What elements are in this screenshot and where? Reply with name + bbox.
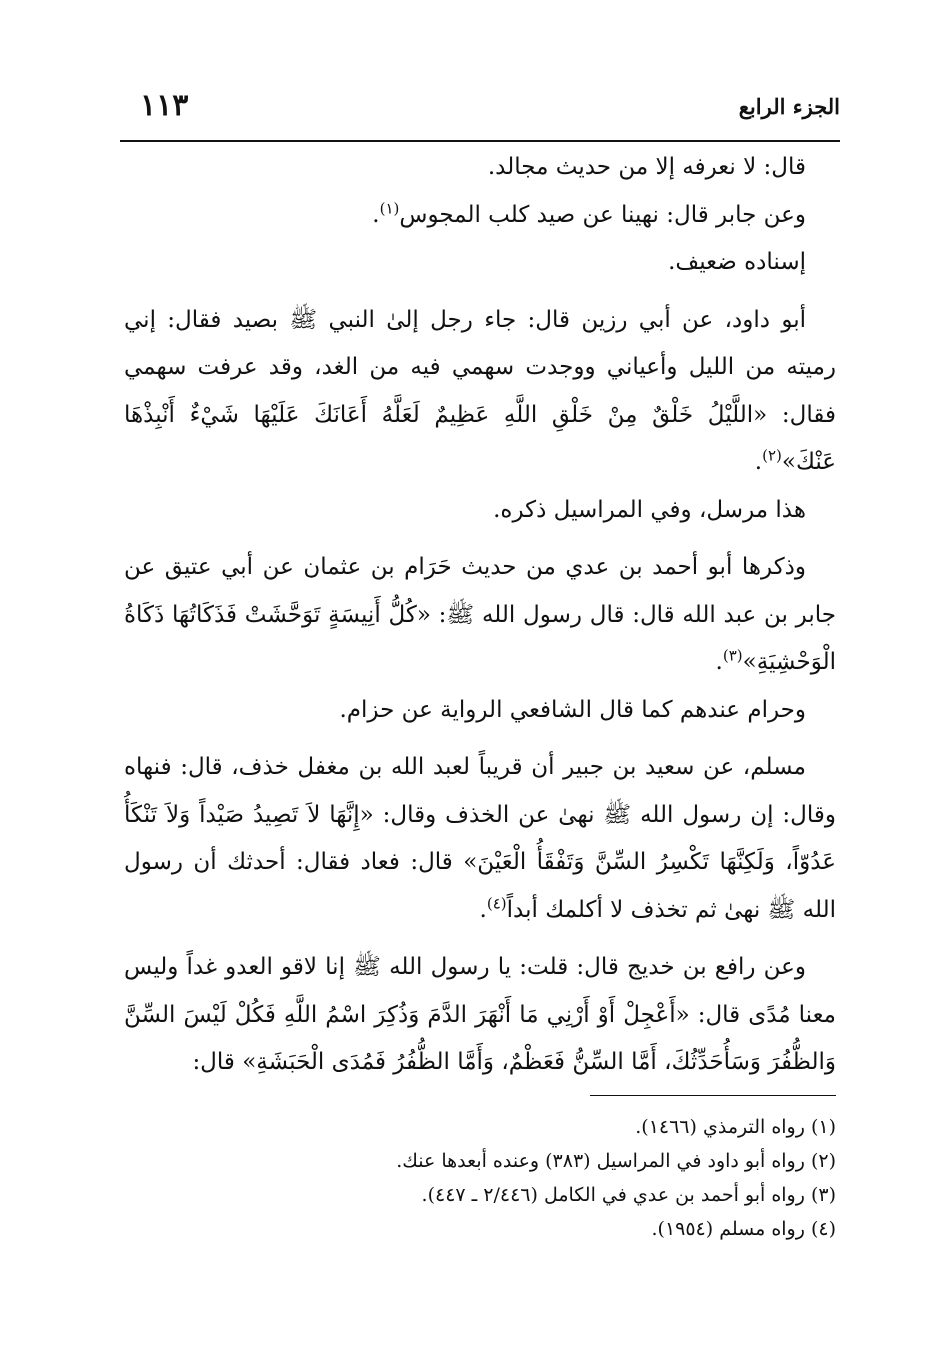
paragraph: مسلم، عن سعيد بن جبير أن قريباً لعبد الله بن مغفل خذف، قال: فنهاه وقال: إن رسول الله ﷺ نهىٰ عن الخذف وقال: «إِنَّهَا لاَ تَصِيدُ صَيْداً وَلاَ تَنْكَأُ عَدُوّاً، وَلَكِنَّهَا تَكْسِرُ السِّنَّ وَتَفْقَأُ الْعَيْنَ» قال: فعاد فقال: أحدثك أن رسول الله ﷺ نهىٰ ثم تخذف لا أكلمك أبداً$^{(٤)}$. [124,754,836,923]
paragraph: إسناده ضعيف. [668,249,806,275]
footnote-ref: (٤) [486,893,507,912]
paragraph: هذا مرسل، وفي المراسيل ذكره. [493,496,806,523]
paragraph: وحرام عندهم كما قال الشافعي الرواية عن حزام. [339,696,806,723]
page-header [120,88,840,132]
running-head: الجزء الرابع [738,94,840,119]
footnote: (٣) رواه أبو أحمد بن عدي في الكامل (٢/٤٤٦ ـ ٤٤٧). [421,1184,836,1206]
footnote-ref: (٣) [722,646,743,665]
footnotes [124,1110,836,1246]
footnote: (٤) رواه مسلم (١٩٥٤). [651,1218,836,1240]
paragraph: وذكرها أبو أحمد بن عدي من حديث حَرَام بن عثمان عن أبي عتيق عن جابر بن عبد الله قال: قال رسول الله ﷺ: «كُلُّ أَنِيسَةٍ تَوَحَّشَتْ فَذَكَاتُهَا ذَكَاةُ الْوَحْشِيَةِ»$^{(٣)}$. [124,554,836,675]
footnote-ref: (١) [379,198,400,217]
paragraph: قال: لا نعرفه إلا من حديث مجالد. [487,154,806,180]
header-divider [120,140,840,142]
main-text [124,144,836,1087]
footnote-divider [590,1095,836,1096]
paragraph: أبو داود، عن أبي رزين قال: جاء رجل إلىٰ النبي ﷺ بصيد فقال: إني رميته من الليل وأعياني ووجدت سهمي فيه من الغد، وقد عرفت سهمي فقال: «اللَّيْلُ خَلْقٌ مِنْ خَلْقِ اللَّهِ عَظِيمٌ لَعَلَّهُ أَعَانَكَ عَلَيْهَا شَيْءٌ أَنْبِذْهَا عَنْكَ»$^{(٢)}$. [124,306,836,475]
paragraph: وعن جابر قال: نهينا عن صيد كلب المجوس$^{(١)}$. [372,198,806,228]
footnote: (١) رواه الترمذي (١٤٦٦). [635,1116,836,1138]
paragraph: وعن رافع بن خديج قال: قلت: يا رسول الله ﷺ إنا لاقو العدو غداً وليس معنا مُدًى قال: «أَعْجِلْ أَوْ أَرْنِي مَا أَنْهَرَ الدَّمَ وَذُكِرَ اسْمُ اللَّهِ فَكُلْ لَيْسَ السِّنَّ وَالظُّفُرَ وَسَأُحَدِّثُكَ، أَمَّا السِّنُّ فَعَظْمٌ، وَأَمَّا الظُّفُرُ فَمُدَى الْحَبَشَةِ» قال: [124,954,836,1075]
footnote-ref: (٢) [762,446,782,465]
page-number: ١١٣ [140,88,189,123]
footnote: (٢) رواه أبو داود في المراسيل (٣٨٣) وعنده أبعدها عنك. [396,1150,836,1172]
